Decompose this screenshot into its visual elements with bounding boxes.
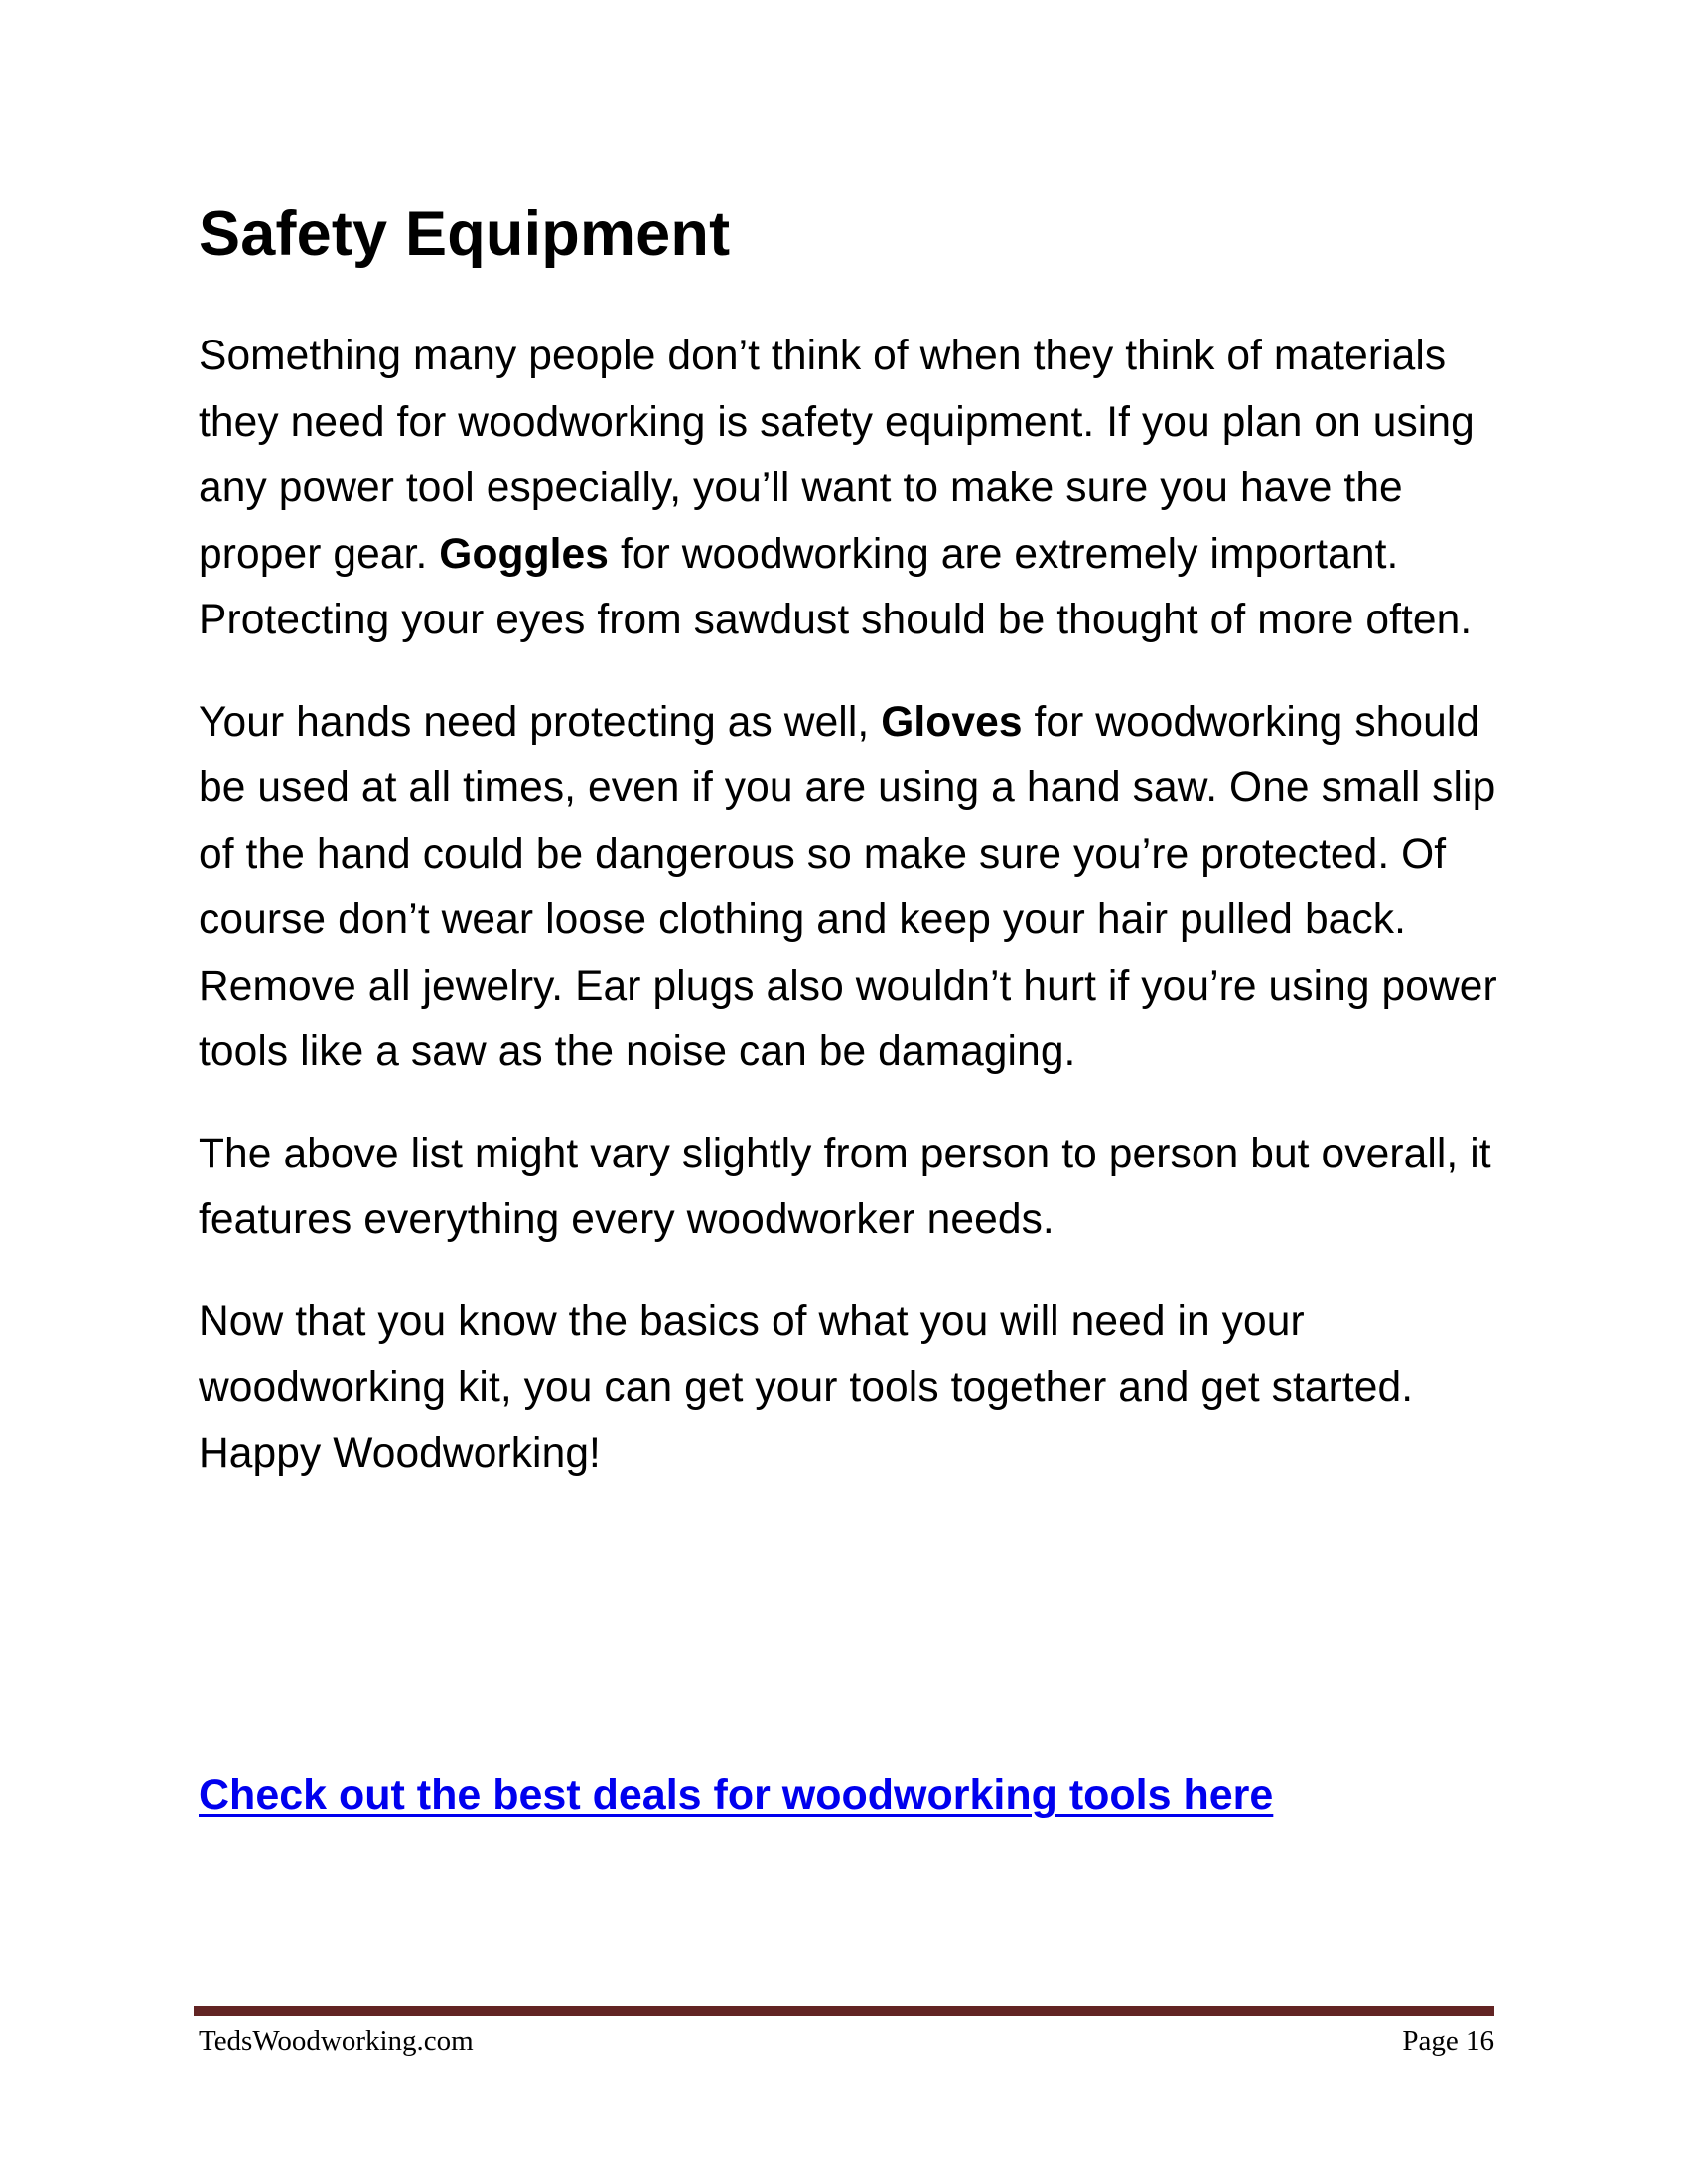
paragraph-gloves [199,690,1499,1086]
paragraph-text: Something many people don’t think of when they think of materials they need for woodworking is safety equipment. If you plan on using any power tool especially, you’ll want to make sure you have the proper gear. [199,333,1475,578]
footer-page-number: Page 16 [1402,2025,1494,2057]
footer-site-name: TedsWoodworking.com [199,2025,474,2057]
footer-divider [194,2006,1494,2016]
paragraph-text: for woodworking are extremely important. Protecting your eyes from sawdust should be thought of more often. [199,530,1473,643]
page-title: Safety Equipment [199,200,731,269]
bold-term-goggles: Goggles [439,530,610,578]
paragraph-text: for woodworking should be used at all times, even if you are using a hand saw. One small slip of the hand could be dangerous so make sure you’re protected. Of course don’t wear loose clothing and keep your hair pulled back. Remove all jewelry. Ear plugs also wouldn’t hurt if you’re using power tools like a saw as the noise can be damaging. [199,698,1497,1075]
bold-term-gloves: Gloves [881,698,1023,746]
page-footer [199,2023,1494,2059]
page-content [199,199,1499,1523]
paragraph-goggles [199,324,1499,654]
paragraph-text: Your hands need protecting as well, [199,698,882,746]
deals-link[interactable]: Check out the best deals for woodworking tools here [199,1771,1274,1819]
paragraph-list-note: The above list might vary slightly from person to person but overall, it features everything every woodworker needs. [199,1130,1491,1243]
paragraph-closing: Now that you know the basics of what you will need in your woodworking kit, you can get your tools together and get started. Happy Woodworking! [199,1297,1414,1477]
